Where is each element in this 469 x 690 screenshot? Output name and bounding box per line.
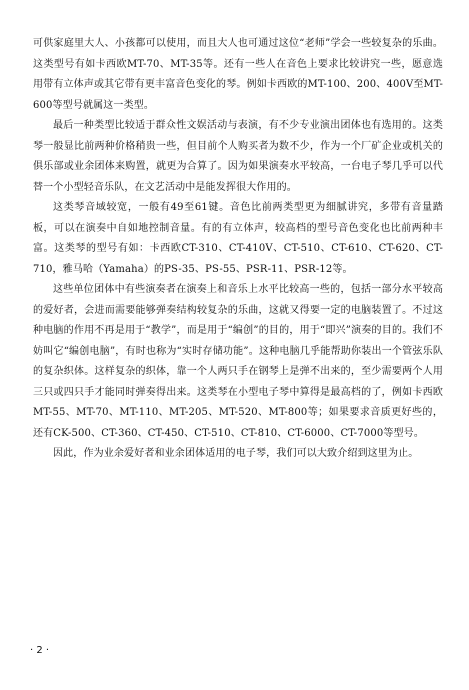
paragraph-conclusion: 因此，作为业余爱好者和业余团体适用的电子琴，我们可以大致介绍到这里为止。	[53, 448, 419, 459]
document-page	[33, 34, 443, 465]
paragraph-advanced-players: 这些单位团体中有些演奏者在演奏上和音乐上水平比较高一些的，包括一部分水平较高的爱好者，会进而需要能够弹奏结构较复杂的乐曲，这就又得要一定的电脑装置了。不过这种电脑的作用不再是用于“教学”，而是用于“编创”的目的，用于“即兴”演奏的目的。我们不妨叫它“编创电脑”，有时也称为“实时存储功能”。这种电脑几乎能帮助你装出一个管弦乐队的复杂织体。这样复杂的织体，靠一个人两只手在钢琴上是弹不出来的，至少需要两个人用三只或四只手才能同时弹奏得出来。这类琴在小型电子琴中算得是最高档的了，例如卡西欧MT-55、MT-70、MT-110、MT-205、MT-520、MT-800等；如果要求音质更好些的，还有CK-500、CT-360、CT-450、CT-510、CT-810、CT-6000、CT-7000等型号。	[33, 284, 443, 439]
paragraph-third-type: 最后一种类型比较适于群众性文娱活动与表演，有不少专业演出团体也有选用的。这类琴一般显比前两种价格稍贵一些，但目前个人购买者为数不少，作为一个厂矿企业或机关的俱乐部或业余团体来购置，就更为合算了。因为如果演奏水平较高，一台电子琴几乎可以代替一个小型轻音乐队，在文艺活动中是能发挥很大作用的。	[33, 120, 443, 193]
paragraph-continuation: 可供家庭里大人、小孩都可以使用，而且大人也可通过这位“老师”学会一些较复杂的乐曲。这类型号有如卡西欧MT-70、MT-35等。还有一些人在音色上要求比较讲究一些，愿意选用带有立体声或其它带有更丰富音色变化的琴。例如卡西欧的MT-100、200、400V至MT-600等型号就属这一类型。	[33, 38, 443, 111]
paragraph-keyboard-range: 这类琴音域较宽，一般有49至61键。音色比前两类型更为细腻讲究，多带有音量踏板，可以在演奏中自如地控制音量。有的有立体声，较高档的型号音色变化也比前两种丰富。这类琴的型号有如：卡西欧CT-310、CT-410V、CT-510、CT-610、CT-620、CT-710，雅马哈（Yamaha）的PS-35、PS-55、PSR-11、PSR-12等。	[33, 202, 443, 275]
page-number: · 2 ·	[30, 645, 50, 656]
